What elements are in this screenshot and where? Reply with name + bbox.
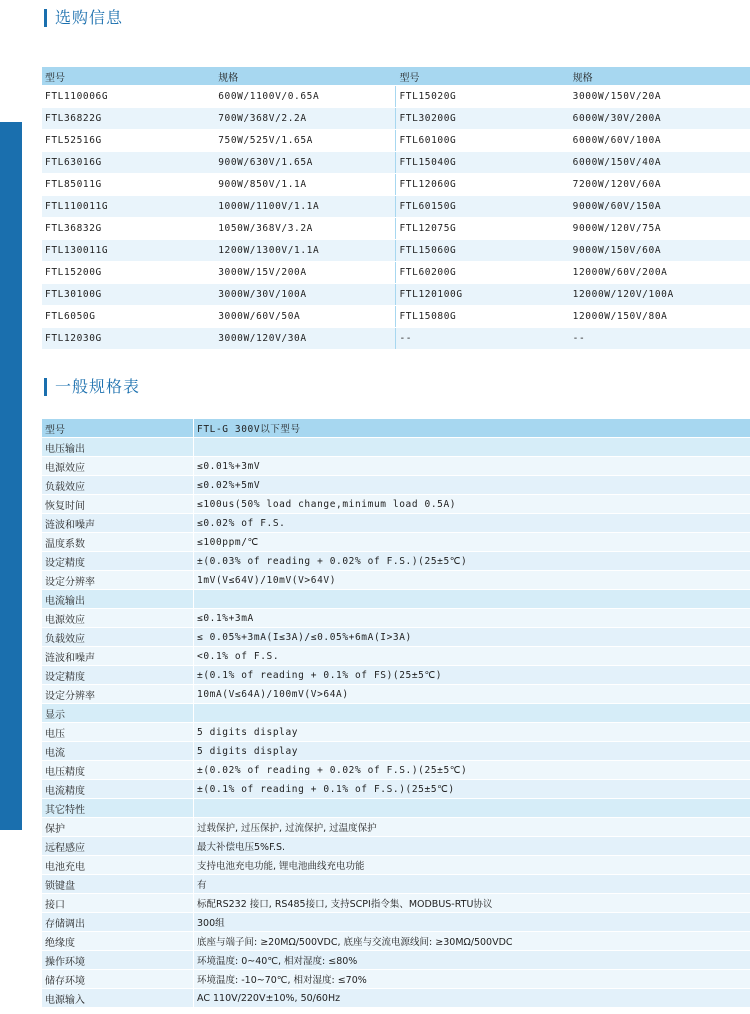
spec-label: 保护: [42, 818, 194, 837]
spec-value: 5 digits display: [194, 742, 750, 761]
model-cell: FTL36822G: [42, 108, 215, 130]
selection-header-cell: 型号: [42, 67, 215, 86]
spec-value: ±(0.03% of reading + 0.02% of F.S.)(25±5℃): [194, 552, 750, 571]
spec-value: 支持电池充电功能, 锂电池曲线充电功能: [194, 856, 750, 875]
spec-group-filler: [194, 704, 750, 723]
spec-row: [42, 533, 750, 552]
spec-value: 有: [194, 875, 750, 894]
spec-value: ±(0.1% of reading + 0.1% of FS)(25±5℃): [194, 666, 750, 685]
model-cell: FTL60200G: [396, 262, 570, 284]
spec-label: 电压精度: [42, 761, 194, 780]
model-cell: FTL63016G: [42, 152, 215, 174]
spec-cell: 750W/525V/1.65A: [215, 130, 396, 152]
model-cell: FTL60150G: [396, 196, 570, 218]
selection-header-row: [42, 67, 750, 86]
spec-value: 过载保护, 过压保护, 过流保护, 过温度保护: [194, 818, 750, 837]
spec-value: 底座与端子间: ≥20MΩ/500VDC, 底座与交流电源线间: ≥30MΩ/500VDC: [194, 932, 750, 951]
spec-group-label: 电流输出: [42, 590, 194, 609]
spec-row: [42, 856, 750, 875]
spec-value: ≤0.01%+3mV: [194, 457, 750, 476]
spec-cell: 12000W/150V/80A: [570, 306, 750, 328]
spec-cell: 9000W/60V/150A: [570, 196, 750, 218]
spec-value: 10mA(V≤64A)/100mV(V>64A): [194, 685, 750, 704]
spec-label: 接口: [42, 894, 194, 913]
spec-label: 绝缘度: [42, 932, 194, 951]
spec-label: 电源输入: [42, 989, 194, 1008]
spec-row: [42, 780, 750, 799]
spec-row: [42, 875, 750, 894]
spec-row: [42, 989, 750, 1008]
spec-value: <0.1% of F.S.: [194, 647, 750, 666]
spec-group-label: 电压输出: [42, 438, 194, 457]
spec-label: 恢复时间: [42, 495, 194, 514]
spec-cell: 6000W/60V/100A: [570, 130, 750, 152]
spec-label: 电源效应: [42, 609, 194, 628]
spec-label: 电流精度: [42, 780, 194, 799]
spec-value: 环境温度: 0~40℃, 相对湿度: ≤80%: [194, 951, 750, 970]
model-cell: FTL120100G: [396, 284, 570, 306]
spec-value: 最大补偿电压5%F.S.: [194, 837, 750, 856]
spec-cell: --: [570, 328, 750, 350]
selection-row: [42, 306, 750, 328]
spec-row: [42, 685, 750, 704]
spec-label: 负载效应: [42, 476, 194, 495]
spec-cell: 900W/850V/1.1A: [215, 174, 396, 196]
spec-row: [42, 913, 750, 932]
spec-value: AC 110V/220V±10%, 50/60Hz: [194, 989, 750, 1008]
spec-group-label: 其它特性: [42, 799, 194, 818]
selection-row: [42, 108, 750, 130]
spec-label: 设定精度: [42, 552, 194, 571]
spec-group-filler: [194, 590, 750, 609]
selection-header-cell: 规格: [215, 67, 396, 86]
spec-cell: 1200W/1300V/1.1A: [215, 240, 396, 262]
spec-cell: 9000W/150V/60A: [570, 240, 750, 262]
spec-cell: 6000W/150V/40A: [570, 152, 750, 174]
spec-value: ±(0.02% of reading + 0.02% of F.S.)(25±5℃): [194, 761, 750, 780]
spec-value: ≤100us(50% load change,minimum load 0.5A): [194, 495, 750, 514]
spec-row: [42, 761, 750, 780]
model-cell: FTL6050G: [42, 306, 215, 328]
spec-value: 1mV(V≤64V)/10mV(V>64V): [194, 571, 750, 590]
model-cell: FTL12060G: [396, 174, 570, 196]
spec-row: [42, 609, 750, 628]
model-cell: FTL15020G: [396, 86, 570, 108]
model-cell: FTL30200G: [396, 108, 570, 130]
spec-label: 设定分辨率: [42, 571, 194, 590]
spec-row: [42, 666, 750, 685]
model-cell: FTL15040G: [396, 152, 570, 174]
selection-row: [42, 262, 750, 284]
selection-row: [42, 240, 750, 262]
spec-row: [42, 647, 750, 666]
spec-label: 远程感应: [42, 837, 194, 856]
spec-row: [42, 837, 750, 856]
spec-row: [42, 552, 750, 571]
model-cell: FTL36832G: [42, 218, 215, 240]
model-cell: FTL110011G: [42, 196, 215, 218]
spec-label: 存储调出: [42, 913, 194, 932]
spec-label: 电池充电: [42, 856, 194, 875]
model-cell: FTL15080G: [396, 306, 570, 328]
selection-row: [42, 174, 750, 196]
selection-row: [42, 86, 750, 108]
spec-value: ≤0.02%+5mV: [194, 476, 750, 495]
spec-header-row: [42, 419, 750, 438]
model-cell: FTL60100G: [396, 130, 570, 152]
spec-value: 标配RS232 接口, RS485接口, 支持SCPI指令集、MODBUS-RTU协议: [194, 894, 750, 913]
spec-row: [42, 457, 750, 476]
selection-row: [42, 218, 750, 240]
spec-row: [42, 628, 750, 647]
model-cell: --: [396, 328, 570, 350]
spec-cell: 12000W/60V/200A: [570, 262, 750, 284]
spec-label: 电流: [42, 742, 194, 761]
spec-row: [42, 742, 750, 761]
spec-group-row: [42, 438, 750, 457]
spec-cell: 3000W/120V/30A: [215, 328, 396, 350]
selection-row: [42, 196, 750, 218]
selection-row: [42, 328, 750, 350]
model-cell: FTL130011G: [42, 240, 215, 262]
spec-row: [42, 818, 750, 837]
spec-label: 储存环境: [42, 970, 194, 989]
spec-group-label: 显示: [42, 704, 194, 723]
spec-cell: 7200W/120V/60A: [570, 174, 750, 196]
spec-cell: 3000W/150V/20A: [570, 86, 750, 108]
spec-row: [42, 723, 750, 742]
spec-value: ≤0.02% of F.S.: [194, 514, 750, 533]
spec-cell: 9000W/120V/75A: [570, 218, 750, 240]
spec-cell: 600W/1100V/0.65A: [215, 86, 396, 108]
spec-value: 300组: [194, 913, 750, 932]
spec-row: [42, 476, 750, 495]
spec-label: 温度系数: [42, 533, 194, 552]
spec-value: ≤100ppm/℃: [194, 533, 750, 552]
selection-row: [42, 130, 750, 152]
spec-cell: 3000W/60V/50A: [215, 306, 396, 328]
spec-row: [42, 951, 750, 970]
spec-row: [42, 495, 750, 514]
model-cell: FTL85011G: [42, 174, 215, 196]
spec-group-row: [42, 799, 750, 818]
selection-section-title: 选购信息: [44, 9, 123, 27]
spec-header-value: FTL-G 300V以下型号: [194, 419, 750, 438]
model-cell: FTL15060G: [396, 240, 570, 262]
spec-cell: 3000W/15V/200A: [215, 262, 396, 284]
spec-label: 电源效应: [42, 457, 194, 476]
spec-row: [42, 932, 750, 951]
spec-row: [42, 571, 750, 590]
spec-group-filler: [194, 438, 750, 457]
spec-group-row: [42, 590, 750, 609]
spec-header-label: 型号: [42, 419, 194, 438]
spec-row: [42, 894, 750, 913]
model-cell: FTL12075G: [396, 218, 570, 240]
spec-label: 操作环境: [42, 951, 194, 970]
spec-value: 5 digits display: [194, 723, 750, 742]
spec-cell: 1050W/368V/3.2A: [215, 218, 396, 240]
spec-cell: 1000W/1100V/1.1A: [215, 196, 396, 218]
selection-row: [42, 152, 750, 174]
spec-cell: 6000W/30V/200A: [570, 108, 750, 130]
spec-cell: 700W/368V/2.2A: [215, 108, 396, 130]
spec-group-row: [42, 704, 750, 723]
selection-table: [42, 67, 750, 350]
model-cell: FTL30100G: [42, 284, 215, 306]
spec-group-filler: [194, 799, 750, 818]
selection-header-cell: 规格: [570, 67, 750, 86]
spec-value: ≤0.1%+3mA: [194, 609, 750, 628]
selection-row: [42, 284, 750, 306]
model-cell: FTL52516G: [42, 130, 215, 152]
spec-label: 设定精度: [42, 666, 194, 685]
selection-header-cell: 型号: [396, 67, 570, 86]
model-cell: FTL12030G: [42, 328, 215, 350]
spec-value: ≤ 0.05%+3mA(I≤3A)/≤0.05%+6mA(I>3A): [194, 628, 750, 647]
spec-section-title: 一般规格表: [44, 378, 140, 396]
spec-label: 设定分辨率: [42, 685, 194, 704]
spec-row: [42, 514, 750, 533]
spec-label: 锁键盘: [42, 875, 194, 894]
left-accent-bar: [0, 122, 22, 830]
spec-value: 环境温度: -10~70℃, 相对湿度: ≤70%: [194, 970, 750, 989]
spec-label: 电压: [42, 723, 194, 742]
spec-row: [42, 970, 750, 989]
spec-value: ±(0.1% of reading + 0.1% of F.S.)(25±5℃): [194, 780, 750, 799]
model-cell: FTL15200G: [42, 262, 215, 284]
spec-cell: 900W/630V/1.65A: [215, 152, 396, 174]
spec-label: 负载效应: [42, 628, 194, 647]
model-cell: FTL110006G: [42, 86, 215, 108]
spec-cell: 12000W/120V/100A: [570, 284, 750, 306]
spec-cell: 3000W/30V/100A: [215, 284, 396, 306]
spec-label: 涟波和噪声: [42, 514, 194, 533]
spec-table: [42, 419, 750, 1008]
spec-label: 涟波和噪声: [42, 647, 194, 666]
